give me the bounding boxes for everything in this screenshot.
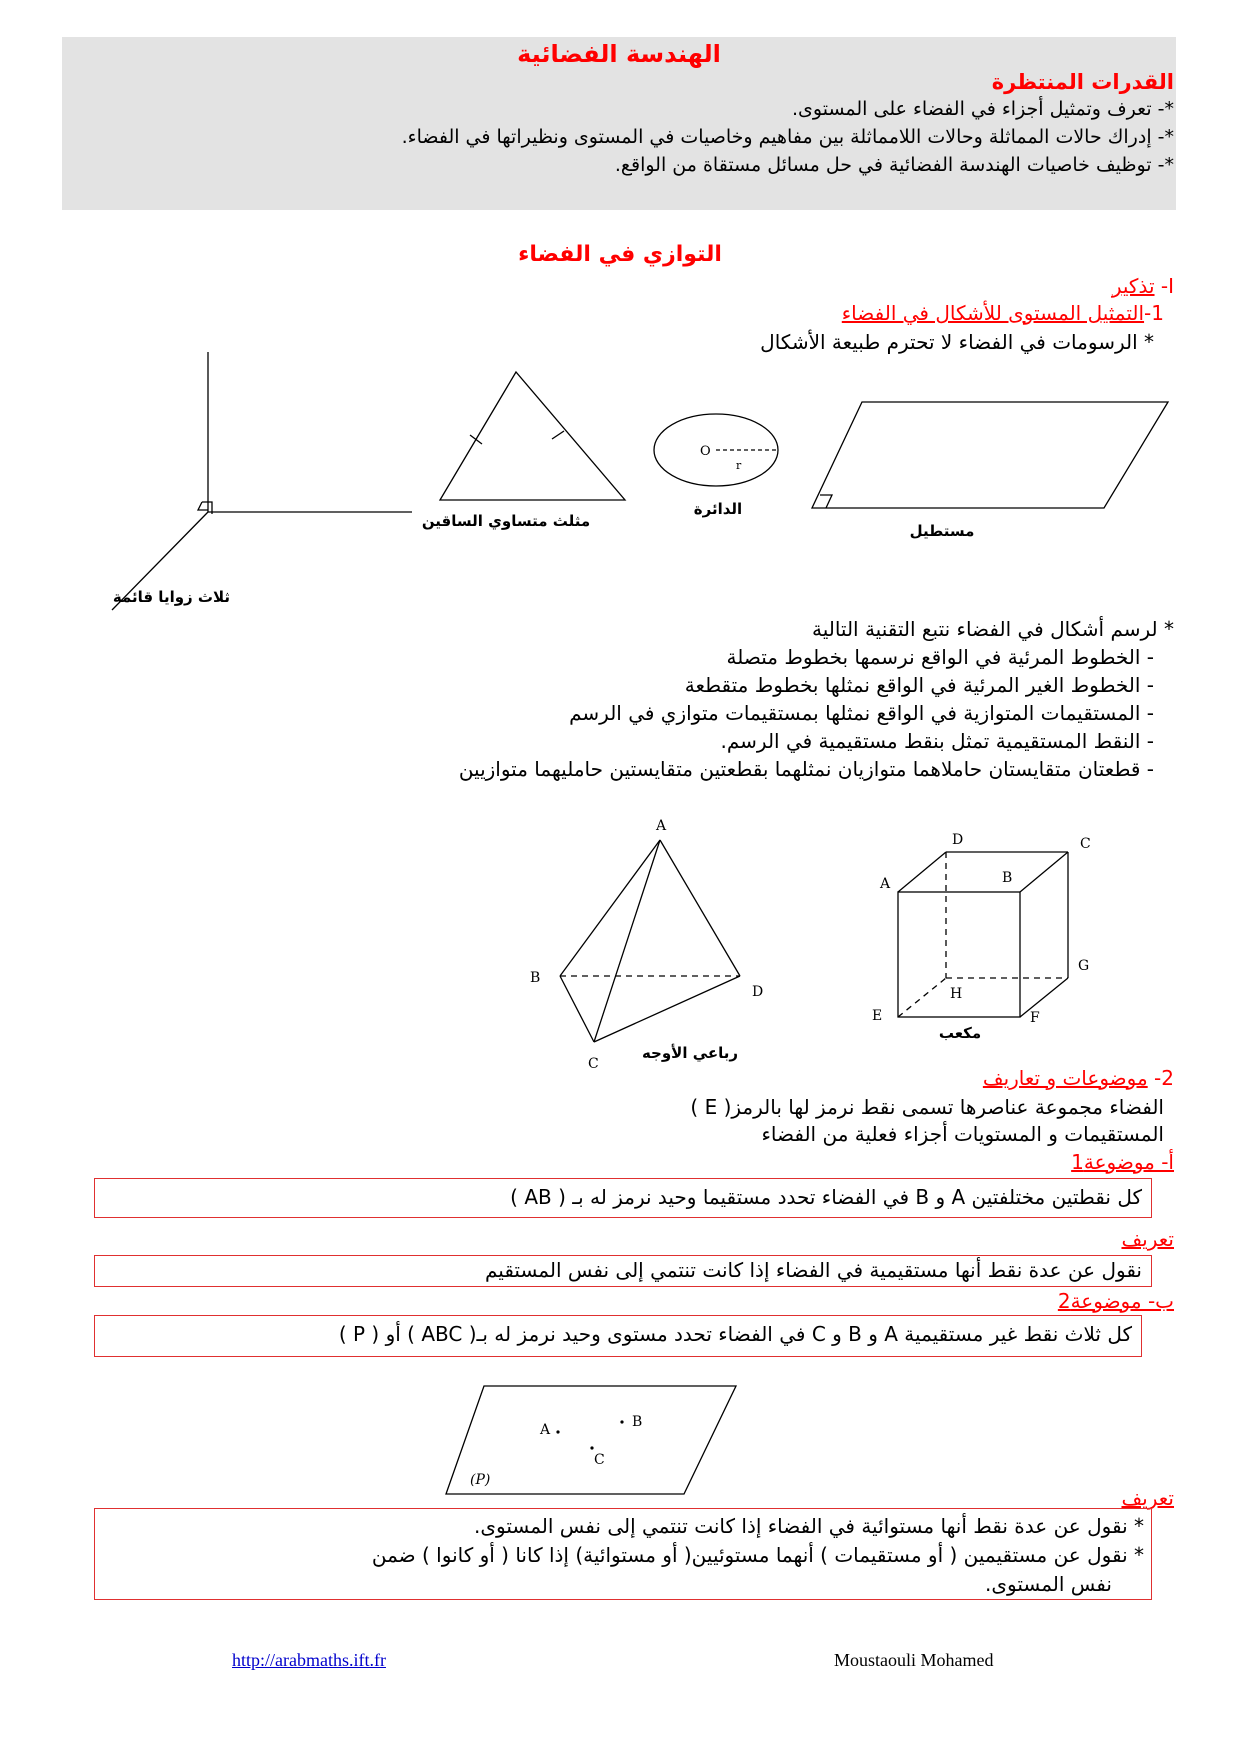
axes-caption: ثلاث زوايا قائمة [112,588,230,606]
cube-figure [898,852,1068,1017]
triangle-caption: مثلث متساوي الساقين [421,512,591,530]
part1-label: تذكير [1111,274,1155,298]
def1-text: نقول عن عدة نقط أنها مستقيمية في الفضاء إذا كانت تنتمي إلى نفس المستقيم [484,1258,1142,1282]
part2-heading [983,1066,1174,1090]
cube-point-d: D [952,832,964,848]
tetra-point-c: C [588,1056,599,1072]
objective-item: *- إدراك حالات المماثلة وحالات اللامماثلة بين مفاهيم وخاصيات في المستوى ونظيراتها في الفضاء. [401,126,1174,148]
cube-point-e: E [872,1008,883,1024]
rule-item: - قطعتان متقايستان حاملاهما متوازيان نمثلهما بقطعتين متقايستين حامليهما متوازيين [458,757,1154,781]
footer-link[interactable]: http://arabmaths.ift.fr [232,1650,386,1670]
cube-point-g: G [1078,958,1090,974]
footer-author: Moustaouli Mohamed [834,1650,994,1670]
tetrahedron-figure [560,840,740,1042]
part2-label: موضوعات و تعاريف [982,1066,1148,1090]
plane-figure [440,1380,740,1500]
plane-point-b: B [632,1414,643,1430]
cube-caption: مكعب [938,1024,982,1042]
part2-line2: المستقيمات و المستويات أجزاء فعلية من الفضاء [761,1122,1164,1146]
objective-item: *- تعرف وتمثيل أجزاء في الفضاء على المستوى. [791,98,1174,120]
axiom1-label: أ- موضوعة1 [1071,1150,1174,1174]
intro-text: * الرسومات في الفضاء لا تحترم طبيعة الأشكال [760,330,1154,354]
rectangle-figure [812,402,1168,508]
rule-item: - المستقيمات المتوازية في الواقع نمثلها بمستقيمات متوازي في الرسم [569,701,1154,725]
tetra-point-a: A [656,818,667,834]
figures-row-shapes [0,340,1240,620]
cube-point-h: H [950,986,963,1002]
circle-center-label: O [700,444,711,459]
sub1-label: التمثيل المستوى للأشكال في الفضاء [841,301,1145,325]
tetrahedron-caption: رباعي الأوجه [641,1044,739,1062]
cube-point-f: F [1030,1010,1040,1026]
tetra-point-b: B [530,970,541,986]
section-title: التوازي في الفضاء [518,242,722,267]
rule-item: - النقط المستقيمية تمثل بنقط مستقيمية في الرسم. [720,729,1154,753]
figures-row-solids [0,810,1240,1080]
def2-line3: نفس المستوى. [985,1572,1112,1596]
circle-figure [654,414,778,486]
sub1-number: 1- [1144,301,1164,325]
axiom2-label: ب- موضوعة2 [1057,1289,1174,1313]
circle-radius-label: r [736,459,742,472]
tetra-point-d: D [752,984,764,1000]
rule-item: - الخطوط الغير المرئية في الواقع نمثلها بخطوط متقطعة [684,673,1154,697]
rectangle-caption: مستطيل [909,522,975,540]
axiom2-text: كل ثلاث نقط غير مستقيمية A و B و C في الفضاء تحدد مستوى وحيد نرمز له بـ( ABC ) أو ( P ) [338,1322,1132,1346]
plane-point-c: C [594,1452,605,1468]
part1-heading [1112,274,1174,298]
page-title: الهندسة الفضائية [517,40,721,68]
objective-item: *- توظيف خاصيات الهندسة الفضائية في حل مسائل مستقاة من الواقع. [614,154,1174,176]
sub1-heading [842,301,1164,325]
cube-point-b: B [1002,870,1013,886]
def2-line2: * نقول عن مستقيمين ( أو مستقيمات ) أنهما مستوئيين( أو مستوائية) إذا كانا ( أو كانوا ) ضمن [371,1543,1144,1567]
part2-line1: الفضاء مجموعة عناصرها تسمى نقط نرمز لها بالرمز( E ) [690,1095,1164,1119]
circle-caption: الدائرة [693,500,743,518]
part2-number: 2- [1154,1066,1174,1090]
objectives-title: القدرات المنتظرة [991,70,1174,94]
rule-item: - الخطوط المرئية في الواقع نرسمها بخطوط متصلة [726,645,1154,669]
part1-number: I- [1160,274,1174,298]
def1-label: تعريف [1121,1227,1174,1251]
cube-point-a: A [880,876,891,892]
axiom1-text: كل نقطتين مختلفتين A و B في الفضاء تحدد مستقيما وحيد نرمز له بـ ( AB ) [510,1185,1142,1209]
triangle-figure [440,372,625,500]
cube-point-c: C [1080,836,1091,852]
rules-intro: * لرسم أشكال في الفضاء نتبع التقنية التالية [811,617,1174,641]
def2-label: تعريف [1121,1486,1174,1510]
axes-figure [112,352,412,610]
def2-line1: * نقول عن عدة نقط أنها مستوائية في الفضاء إذا كانت تنتمي إلى نفس المستوى. [473,1514,1144,1538]
plane-point-a: A [540,1422,551,1438]
plane-label: (P) [470,1472,491,1488]
